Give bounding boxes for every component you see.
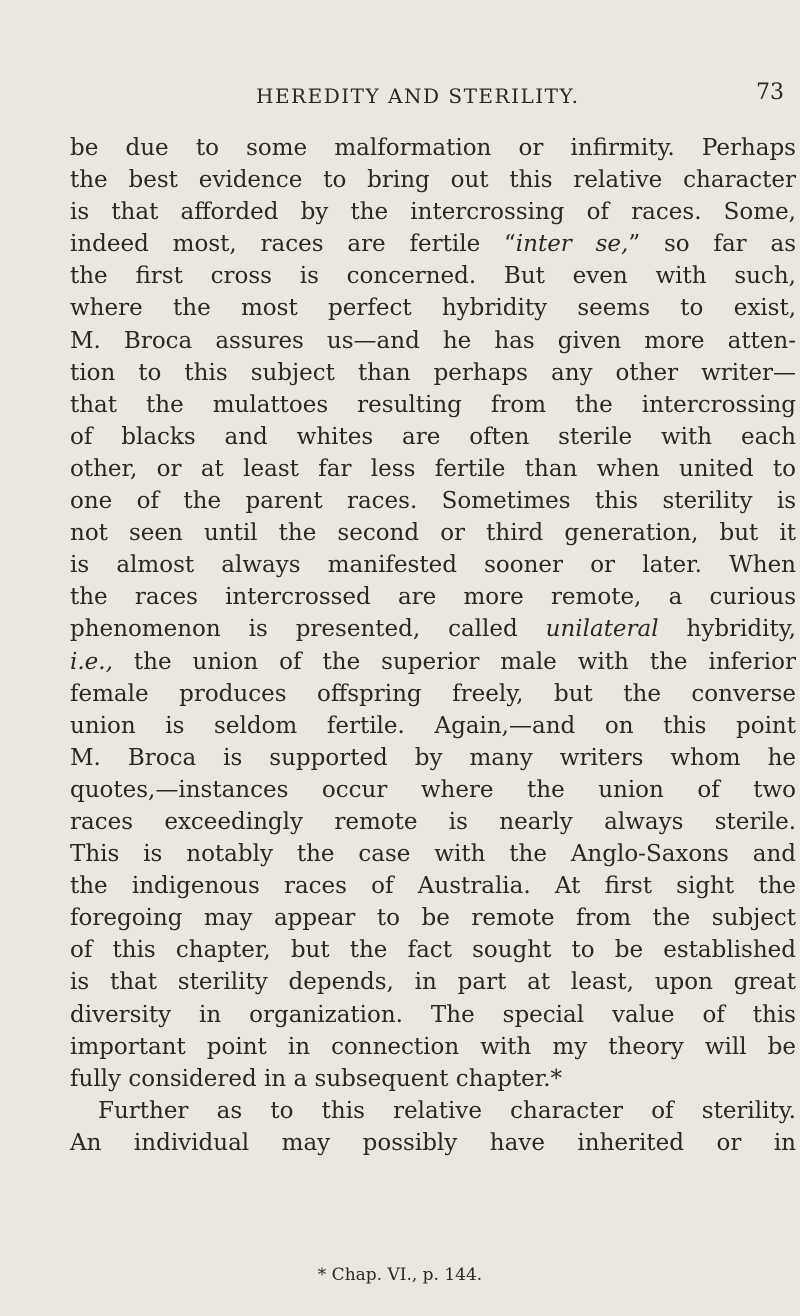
footnote: * Chap. VI., p. 144. xyxy=(317,1265,483,1285)
text-line: the indigenous races of Australia. At first sight the xyxy=(70,873,796,900)
text-line: tion to this subject than perhaps any other writer— xyxy=(70,359,796,386)
text-line: is that afforded by the intercrossing of races. Some, xyxy=(70,199,796,226)
text-line: An individual may possibly have inherited or in xyxy=(70,1129,796,1156)
text-line: important point in connection with my theory will be xyxy=(70,1033,796,1060)
text-line: the first cross is concerned. But even with such, xyxy=(70,263,796,290)
page-header xyxy=(0,80,800,110)
text-line: diversity in organization. The special value of this xyxy=(70,1001,796,1028)
text-line xyxy=(70,613,796,645)
text-segment: the union of the superior male with the inferior xyxy=(112,648,796,675)
text-line: is almost always manifested sooner or later. When xyxy=(70,552,796,579)
text-line: foregoing may appear to be remote from the subject xyxy=(70,905,796,932)
text-line: other, or at least far less fertile than when united to xyxy=(70,455,796,482)
text-line: of this chapter, but the fact sought to be established xyxy=(70,937,796,964)
italic-text: inter se, xyxy=(515,231,629,258)
text-line: fully considered in a subsequent chapter.* xyxy=(70,1065,563,1092)
text-line: is that sterility depends, in part at least, upon great xyxy=(70,969,796,996)
text-line: of blacks and whites are often sterile with each xyxy=(70,423,796,450)
text-line xyxy=(70,228,796,260)
text-segment: ” so far as xyxy=(628,231,796,258)
text-line: that the mulattoes resulting from the intercrossing xyxy=(70,391,796,418)
running-head: HEREDITY AND STERILITY. xyxy=(256,84,580,108)
italic-text: unilateral xyxy=(545,616,659,643)
body-text xyxy=(70,132,796,1159)
text-line: quotes,—instances occur where the union of two xyxy=(70,776,796,803)
text-segment: indeed most, races are fertile “ xyxy=(70,231,516,258)
text-line: races exceedingly remote is nearly always sterile. xyxy=(70,808,796,835)
text-line: M. Broca assures us—and he has given more atten- xyxy=(70,327,796,354)
text-line: the best evidence to bring out this relative character xyxy=(70,167,796,194)
text-segment: phenomenon is presented, called xyxy=(70,616,546,643)
italic-text: i.e., xyxy=(70,648,113,675)
page-number: 73 xyxy=(756,80,784,105)
text-line: be due to some malformation or infirmity. Perhaps xyxy=(70,135,796,161)
text-line: union is seldom fertile. Again,—and on this point xyxy=(70,712,796,739)
text-line: not seen until the second or third generation, but it xyxy=(70,520,796,547)
text-segment: hybridity, xyxy=(658,616,796,643)
text-line: where the most perfect hybridity seems to exist, xyxy=(70,295,796,322)
text-line: This is notably the case with the Anglo-Saxons and xyxy=(70,841,796,868)
text-line xyxy=(70,646,796,678)
text-line: the races intercrossed are more remote, a curious xyxy=(70,584,796,611)
text-line: M. Broca is supported by many writers whom he xyxy=(70,744,796,771)
text-line: one of the parent races. Sometimes this sterility is xyxy=(70,488,796,515)
text-line: Further as to this relative character of sterility. xyxy=(98,1097,796,1124)
text-line: female produces offspring freely, but the converse xyxy=(70,680,796,707)
